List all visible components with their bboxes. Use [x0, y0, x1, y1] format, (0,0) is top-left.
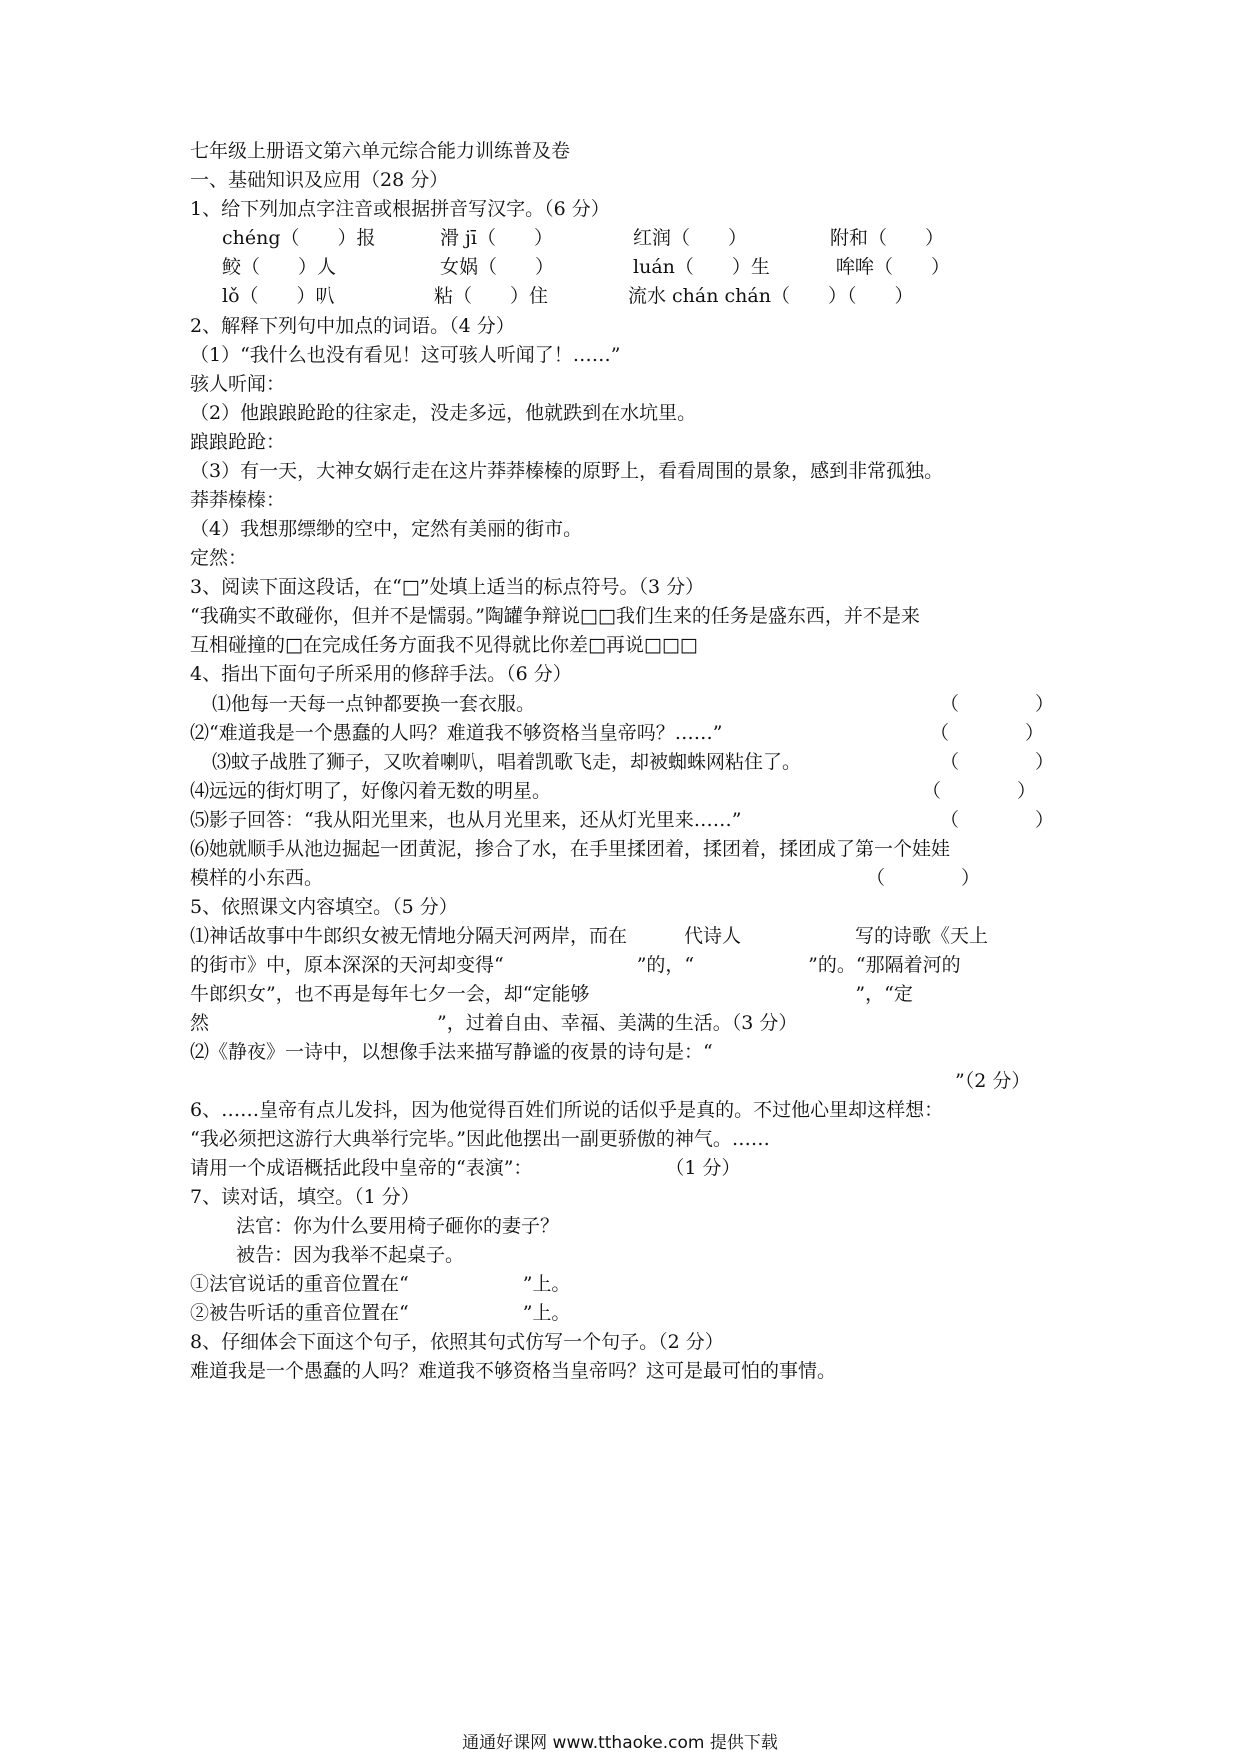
q6-prompt: 请用一个成语概括此段中皇帝的“表演”： （1 分）: [190, 1157, 741, 1179]
document-title: 七年级上册语文第六单元综合能力训练普及卷: [190, 140, 571, 162]
q5-line: ⑵《静夜》一诗中，以想像手法来描写静谧的夜景的诗句是：“: [190, 1041, 713, 1063]
answer-paren: （ ）: [940, 693, 1055, 715]
q4-item: ⑷远远的街灯明了，好像闪着无数的明星。: [190, 780, 552, 802]
q2-word-label: 踉踉跄跄：: [190, 431, 286, 453]
q1-item: 哞哞（ ）: [836, 256, 951, 278]
answer-paren: （ ）: [922, 780, 1037, 802]
q6-paragraph: 6、……皇帝有点儿发抖，因为他觉得百姓们所说的话似乎是真的。不过他心里却这样想：: [190, 1099, 944, 1121]
q5-line: 牛郎织女”，也不再是每年七夕一会，却“定能够 ”，“定: [190, 983, 913, 1005]
q2-word-label: 骇人听闻：: [190, 373, 286, 395]
q1-item: luán（ ）生: [633, 256, 770, 278]
footer-credit: 通通好课网 www.tthaoke.com 提供下载: [462, 1733, 778, 1753]
q5-line: ⑴神话故事中牛郎织女被无情地分隔天河两岸，而在 代诗人 写的诗歌《天上: [190, 925, 989, 947]
q3-paragraph: 互相碰撞的□在完成任务方面我不见得就比你差□再说□□□: [190, 634, 698, 656]
q3-heading: 3、阅读下面这段话，在“□”处填上适当的标点符号。（3 分）: [190, 576, 705, 598]
q2-word-label: 定然：: [190, 547, 248, 569]
q4-item: 模样的小东西。: [190, 867, 324, 889]
q5-line: ”（2 分）: [955, 1070, 1031, 1092]
answer-paren: （ ）: [866, 867, 981, 889]
q1-item: lǒ（ ）叭: [222, 285, 335, 307]
answer-paren: （ ）: [930, 722, 1045, 744]
q1-item: 附和（ ）: [830, 227, 945, 249]
q4-item: ⑹她就顺手从池边掘起一团黄泥，掺合了水，在手里揉团着，揉团着，揉团成了第一个娃娃: [190, 838, 951, 860]
q1-heading: 1、给下列加点字注音或根据拼音写汉字。（6 分）: [190, 198, 610, 220]
q7-dialogue: 法官：你为什么要用椅子砸你的妻子？: [236, 1215, 560, 1237]
q5-heading: 5、依照课文内容填空。（5 分）: [190, 896, 458, 918]
q7-answer: ①法官说话的重音位置在“ ”上。: [190, 1273, 571, 1295]
q3-paragraph: “我确实不敢碰你，但并不是懦弱。”陶罐争辩说□□我们生来的任务是盛东西，并不是来: [190, 605, 920, 627]
q8-sentence: 难道我是一个愚蠢的人吗？难道我不够资格当皇帝吗？这可是最可怕的事情。: [190, 1360, 837, 1382]
q4-item: ⑴他每一天每一点钟都要换一套衣服。: [212, 693, 536, 715]
q1-item: 红润（ ）: [633, 227, 748, 249]
q5-line: 然 ”，过着自由、幸福、美满的生活。（3 分）: [190, 1012, 798, 1034]
q2-sentence: （3）有一天，大神女娲行走在这片莽莽榛榛的原野上，看看周围的景象，感到非常孤独。: [190, 460, 944, 482]
q7-answer: ②被告听话的重音位置在“ ”上。: [190, 1302, 571, 1324]
q8-heading: 8、仔细体会下面这个句子，依照其句式仿写一个句子。（2 分）: [190, 1331, 724, 1353]
q4-heading: 4、指出下面句子所采用的修辞手法。（6 分）: [190, 663, 572, 685]
q2-sentence: （4）我想那缥缈的空中，定然有美丽的街市。: [190, 518, 583, 540]
q1-item: chéng（ ）报: [222, 227, 376, 249]
q1-item: 滑 jī（ ）: [440, 227, 554, 249]
answer-paren: （ ）: [940, 751, 1055, 773]
q6-paragraph: “我必须把这游行大典举行完毕。”因此他摆出一副更骄傲的神气。……: [190, 1128, 770, 1150]
q2-word-label: 莽莽榛榛：: [190, 489, 286, 511]
q5-line: 的街市》中，原本深深的天河却变得“ ”的，“ ”的。“那隔着河的: [190, 954, 961, 976]
q4-item: ⑸影子回答：“我从阳光里来，也从月光里来，还从灯光里来……”: [190, 809, 742, 831]
q1-item: 女娲（ ）: [440, 256, 555, 278]
q1-item: 粘（ ）住: [434, 285, 549, 307]
q2-heading: 2、解释下列句中加点的词语。（4 分）: [190, 315, 515, 337]
q7-dialogue: 被告：因为我举不起桌子。: [236, 1244, 465, 1266]
q2-sentence: （2）他踉踉跄跄的往家走，没走多远，他就跌到在水坑里。: [190, 402, 697, 424]
section-heading: 一、基础知识及应用（28 分）: [190, 169, 449, 191]
q7-heading: 7、读对话，填空。（1 分）: [190, 1186, 420, 1208]
answer-paren: （ ）: [940, 809, 1055, 831]
q2-sentence: （1）“我什么也没有看见！这可骇人听闻了！……”: [190, 344, 621, 366]
q4-item: ⑶蚊子战胜了狮子，又吹着喇叭，唱着凯歌飞走，却被蜘蛛网粘住了。: [212, 751, 802, 773]
q4-item: ⑵“难道我是一个愚蠢的人吗？难道我不够资格当皇帝吗？……”: [190, 722, 723, 744]
q1-item: 鲛（ ）人: [222, 256, 337, 278]
q1-item: 流水 chán chán（ ）（ ）: [628, 285, 914, 307]
